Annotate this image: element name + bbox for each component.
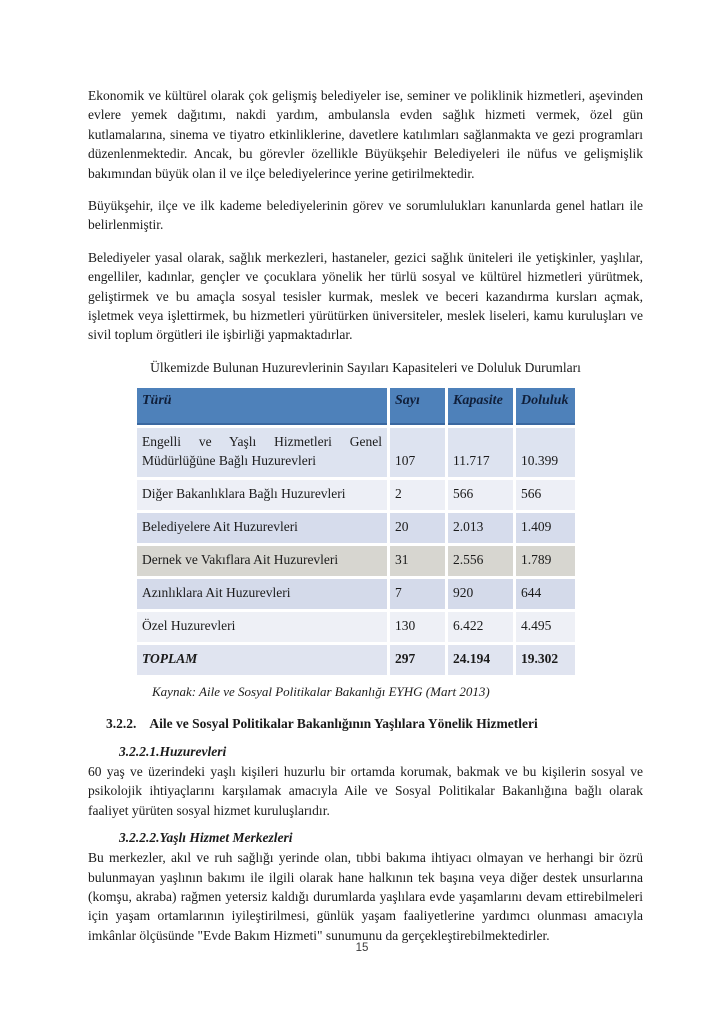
cell-type: Azınlıklara Ait Huzurevleri (137, 579, 387, 609)
cell-count: 107 (390, 428, 445, 477)
section-title: Aile ve Sosyal Politikalar Bakanlığının Yaşlılara Yönelik Hizmetleri (149, 715, 538, 731)
cell-count: 20 (390, 513, 445, 543)
paragraph-yasli-hizmet-merkezleri: Bu merkezler, akıl ve ruh sağlığı yerinde olan, tıbbi bakıma ihtiyacı olmayan ve herhangi bir özrü bulunmayan yaşlının bakımı ile ilgili olarak hane halkının tek başına veya diğer destek unsurlarına (komşu, akraba) rağmen yetersiz kaldığı durumlarda yaşlılara evde yaşamlarını devam ettirebilmeleri için yaşam ortamlarının iyileştirilmesi, günlük yaşam faaliyetlerine yardımcı olunması amacıyla imkânlar ölçüsünde "Evde Bakım Hizmeti" sunumunu da gerçekleştirebilmektedirler. (88, 850, 643, 943)
table-row (137, 513, 575, 543)
cell-type: Engelli ve Yaşlı Hizmetleri Genel Müdürlüğüne Bağlı Huzurevleri (137, 428, 387, 477)
table-row (137, 428, 575, 477)
paragraph-huzurevleri: 60 yaş ve üzerindeki yaşlı kişileri huzurlu bir ortamda korumak, bakmak ve bu kişilerin sosyal ve psikolojik ihtiyaçlarını karşılamak amacıyla Aile ve Sosyal Politikalar Bakanlığına bağlı olarak faaliyet yürüten sosyal hizmet kuruluşlarıdır. (88, 763, 643, 818)
table-row (137, 612, 575, 642)
cell-total-occupancy: 19.302 (516, 645, 575, 675)
table-row (137, 480, 575, 510)
paragraph-municipal-services: Ekonomik ve kültürel olarak çok gelişmiş belediyeler ise, seminer ve poliklinik hizmetleri, aşevinden evlere yemek dağıtımı, nakdi yardım, ambulansla evden sağlık hizmeti vermek, özel gün kutlamalarına, sinema ve tiyatro etkinliklerine, davetlere katılımları sağlanmakta ve gezi programları düzenlenmektedir. Ancak, bu görevler özellikle Büyükşehir Belediyeleri ile nüfus ve gelişmişlik bakımından büyük olan il ve ilçe belediyelerince yerine getirilmektedir. (88, 88, 643, 181)
cell-occupancy: 644 (516, 579, 575, 609)
cell-occupancy: 4.495 (516, 612, 575, 642)
page-number: 15 (355, 942, 369, 954)
cell-count: 7 (390, 579, 445, 609)
cell-capacity: 6.422 (448, 612, 513, 642)
cell-capacity: 566 (448, 480, 513, 510)
cell-capacity: 11.717 (448, 428, 513, 477)
cell-occupancy: 1.789 (516, 546, 575, 576)
paragraph-legal-services: Belediyeler yasal olarak, sağlık merkezleri, hastaneler, gezici sağlık üniteleri ile yetişkinler, yaşlılar, engelliler, kadınlar, gençler ve çocuklara yönelik her türlü sosyal ve kültürel hizmetleri yürütmek, geliştirmek ve bu amaçla sosyal tesisler kurmak, meslek ve beceri kazandırma kursları açmak, işletmek veya işlettirmek, bu hizmetleri yürütürken üniversiteler, meslek liseleri, kamu kuruluşları ve sivil toplum örgütleri ile işbirliği yapmaktadırlar. (88, 249, 643, 343)
paragraph-municipal-duties: Büyükşehir, ilçe ve ilk kademe belediyelerinin görev ve sorumlulukları kanunlarda genel hatları ile belirlenmiştir. (88, 198, 643, 233)
table-row (137, 579, 575, 609)
header-doluluk: Doluluk (516, 388, 575, 425)
table-title: Ülkemizde Bulunan Huzurevlerinin Sayıları Kapasiteleri ve Doluluk Durumları (150, 359, 581, 375)
section-heading-3-2-2 (106, 716, 643, 732)
subsection-heading-3-2-2-1: 3.2.2.1.Huzurevleri (119, 743, 227, 759)
table-source-note: Kaynak: Aile ve Sosyal Politikalar Bakanlığı EYHG (Mart 2013) (152, 683, 490, 699)
nursing-homes-table (134, 385, 578, 678)
cell-total-capacity: 24.194 (448, 645, 513, 675)
cell-type: Dernek ve Vakıflara Ait Huzurevleri (137, 546, 387, 576)
cell-type: Özel Huzurevleri (137, 612, 387, 642)
subsection-heading-3-2-2-2: 3.2.2.2.Yaşlı Hizmet Merkezleri (119, 830, 293, 846)
page-content (88, 86, 643, 955)
cell-type: Diğer Bakanlıklara Bağlı Huzurevleri (137, 480, 387, 510)
header-kapasite: Kapasite (448, 388, 513, 425)
cell-count: 130 (390, 612, 445, 642)
table-total-row (137, 645, 575, 675)
cell-occupancy: 10.399 (516, 428, 575, 477)
cell-type: Belediyelere Ait Huzurevleri (137, 513, 387, 543)
cell-capacity: 920 (448, 579, 513, 609)
table-row (137, 546, 575, 576)
cell-total-label: TOPLAM (137, 645, 387, 675)
cell-occupancy: 1.409 (516, 513, 575, 543)
section-number: 3.2.2. (106, 715, 137, 731)
cell-capacity: 2.013 (448, 513, 513, 543)
cell-occupancy: 566 (516, 480, 575, 510)
cell-total-count: 297 (390, 645, 445, 675)
cell-capacity: 2.556 (448, 546, 513, 576)
cell-count: 31 (390, 546, 445, 576)
header-sayi: Sayı (390, 388, 445, 425)
table-header-row (137, 388, 575, 425)
header-turu: Türü (137, 388, 387, 425)
cell-count: 2 (390, 480, 445, 510)
